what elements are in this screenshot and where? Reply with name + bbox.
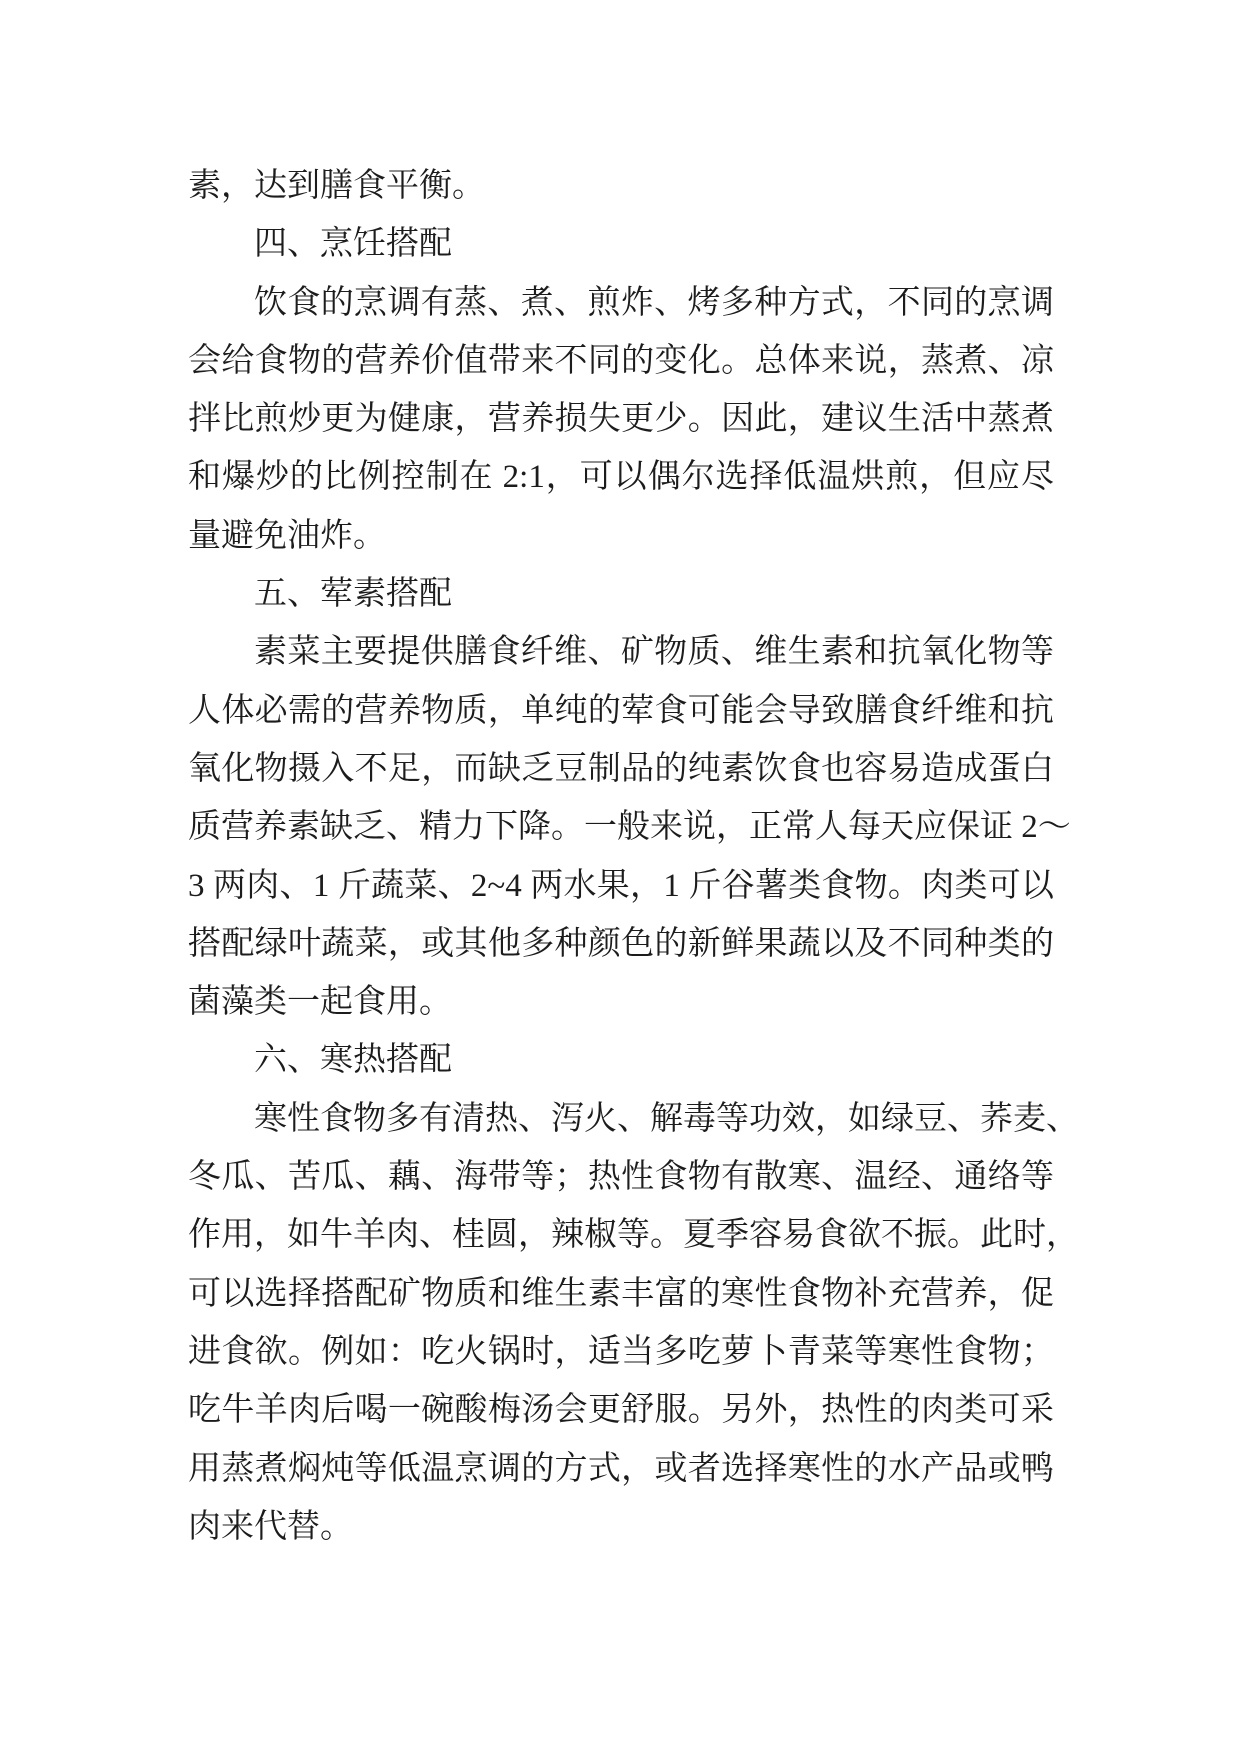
text-line-14: 搭配绿叶蔬菜，或其他多种颜色的新鲜果蔬以及不同种类的 [188, 925, 1054, 962]
text-line-11: 氧化物摄入不足，而缺乏豆制品的纯素饮食也容易造成蛋白 [188, 750, 1054, 787]
text-line-16: 六、寒热搭配 [254, 1042, 452, 1079]
text-line-8: 五、荤素搭配 [254, 576, 452, 613]
text-line-5: 拌比煎炒更为健康，营养损失更少。因此，建议生活中蒸煮 [188, 401, 1054, 438]
text-line-19: 作用，如牛羊肉、桂圆，辣椒等。夏季容易食欲不振。此时， [188, 1217, 1079, 1254]
text-line-7: 量避免油炸。 [188, 517, 386, 554]
text-line-23: 用蒸煮焖炖等低温烹调的方式，或者选择寒性的水产品或鸭 [188, 1450, 1054, 1487]
text-line-12: 质营养素缺乏、精力下降。一般来说，正常人每天应保证 2～ [188, 809, 1071, 846]
text-line-4: 会给食物的营养价值带来不同的变化。总体来说，蒸煮、凉 [188, 342, 1054, 379]
text-line-2: 四、烹饪搭配 [254, 226, 452, 263]
text-line-6: 和爆炒的比例控制在 2:1，可以偶尔选择低温烘煎，但应尽 [188, 459, 1054, 496]
text-line-1: 素，达到膳食平衡。 [188, 168, 485, 204]
text-line-9: 素菜主要提供膳食纤维、矿物质、维生素和抗氧化物等 [254, 634, 1054, 671]
text-line-3: 饮食的烹调有蒸、煮、煎炸、烤多种方式，不同的烹调 [254, 284, 1054, 321]
text-line-24: 肉来代替。 [188, 1508, 353, 1545]
text-line-18: 冬瓜、苦瓜、藕、海带等；热性食物有散寒、温经、通络等 [188, 1159, 1054, 1196]
document-body [188, 157, 1079, 1556]
text-line-10: 人体必需的营养物质，单纯的荤食可能会导致膳食纤维和抗 [188, 692, 1054, 729]
text-line-13: 3 两肉、1 斤蔬菜、2~4 两水果，1 斤谷薯类食物。肉类可以 [188, 867, 1054, 904]
text-line-21: 进食欲。例如：吃火锅时，适当多吃萝卜青菜等寒性食物； [188, 1333, 1054, 1370]
text-line-20: 可以选择搭配矿物质和维生素丰富的寒性食物补充营养，促 [188, 1275, 1054, 1312]
text-line-15: 菌藻类一起食用。 [188, 984, 452, 1021]
text-line-22: 吃牛羊肉后喝一碗酸梅汤会更舒服。另外，热性的肉类可采 [188, 1392, 1054, 1429]
text-line-17: 寒性食物多有清热、泻火、解毒等功效，如绿豆、荞麦、 [254, 1100, 1079, 1137]
